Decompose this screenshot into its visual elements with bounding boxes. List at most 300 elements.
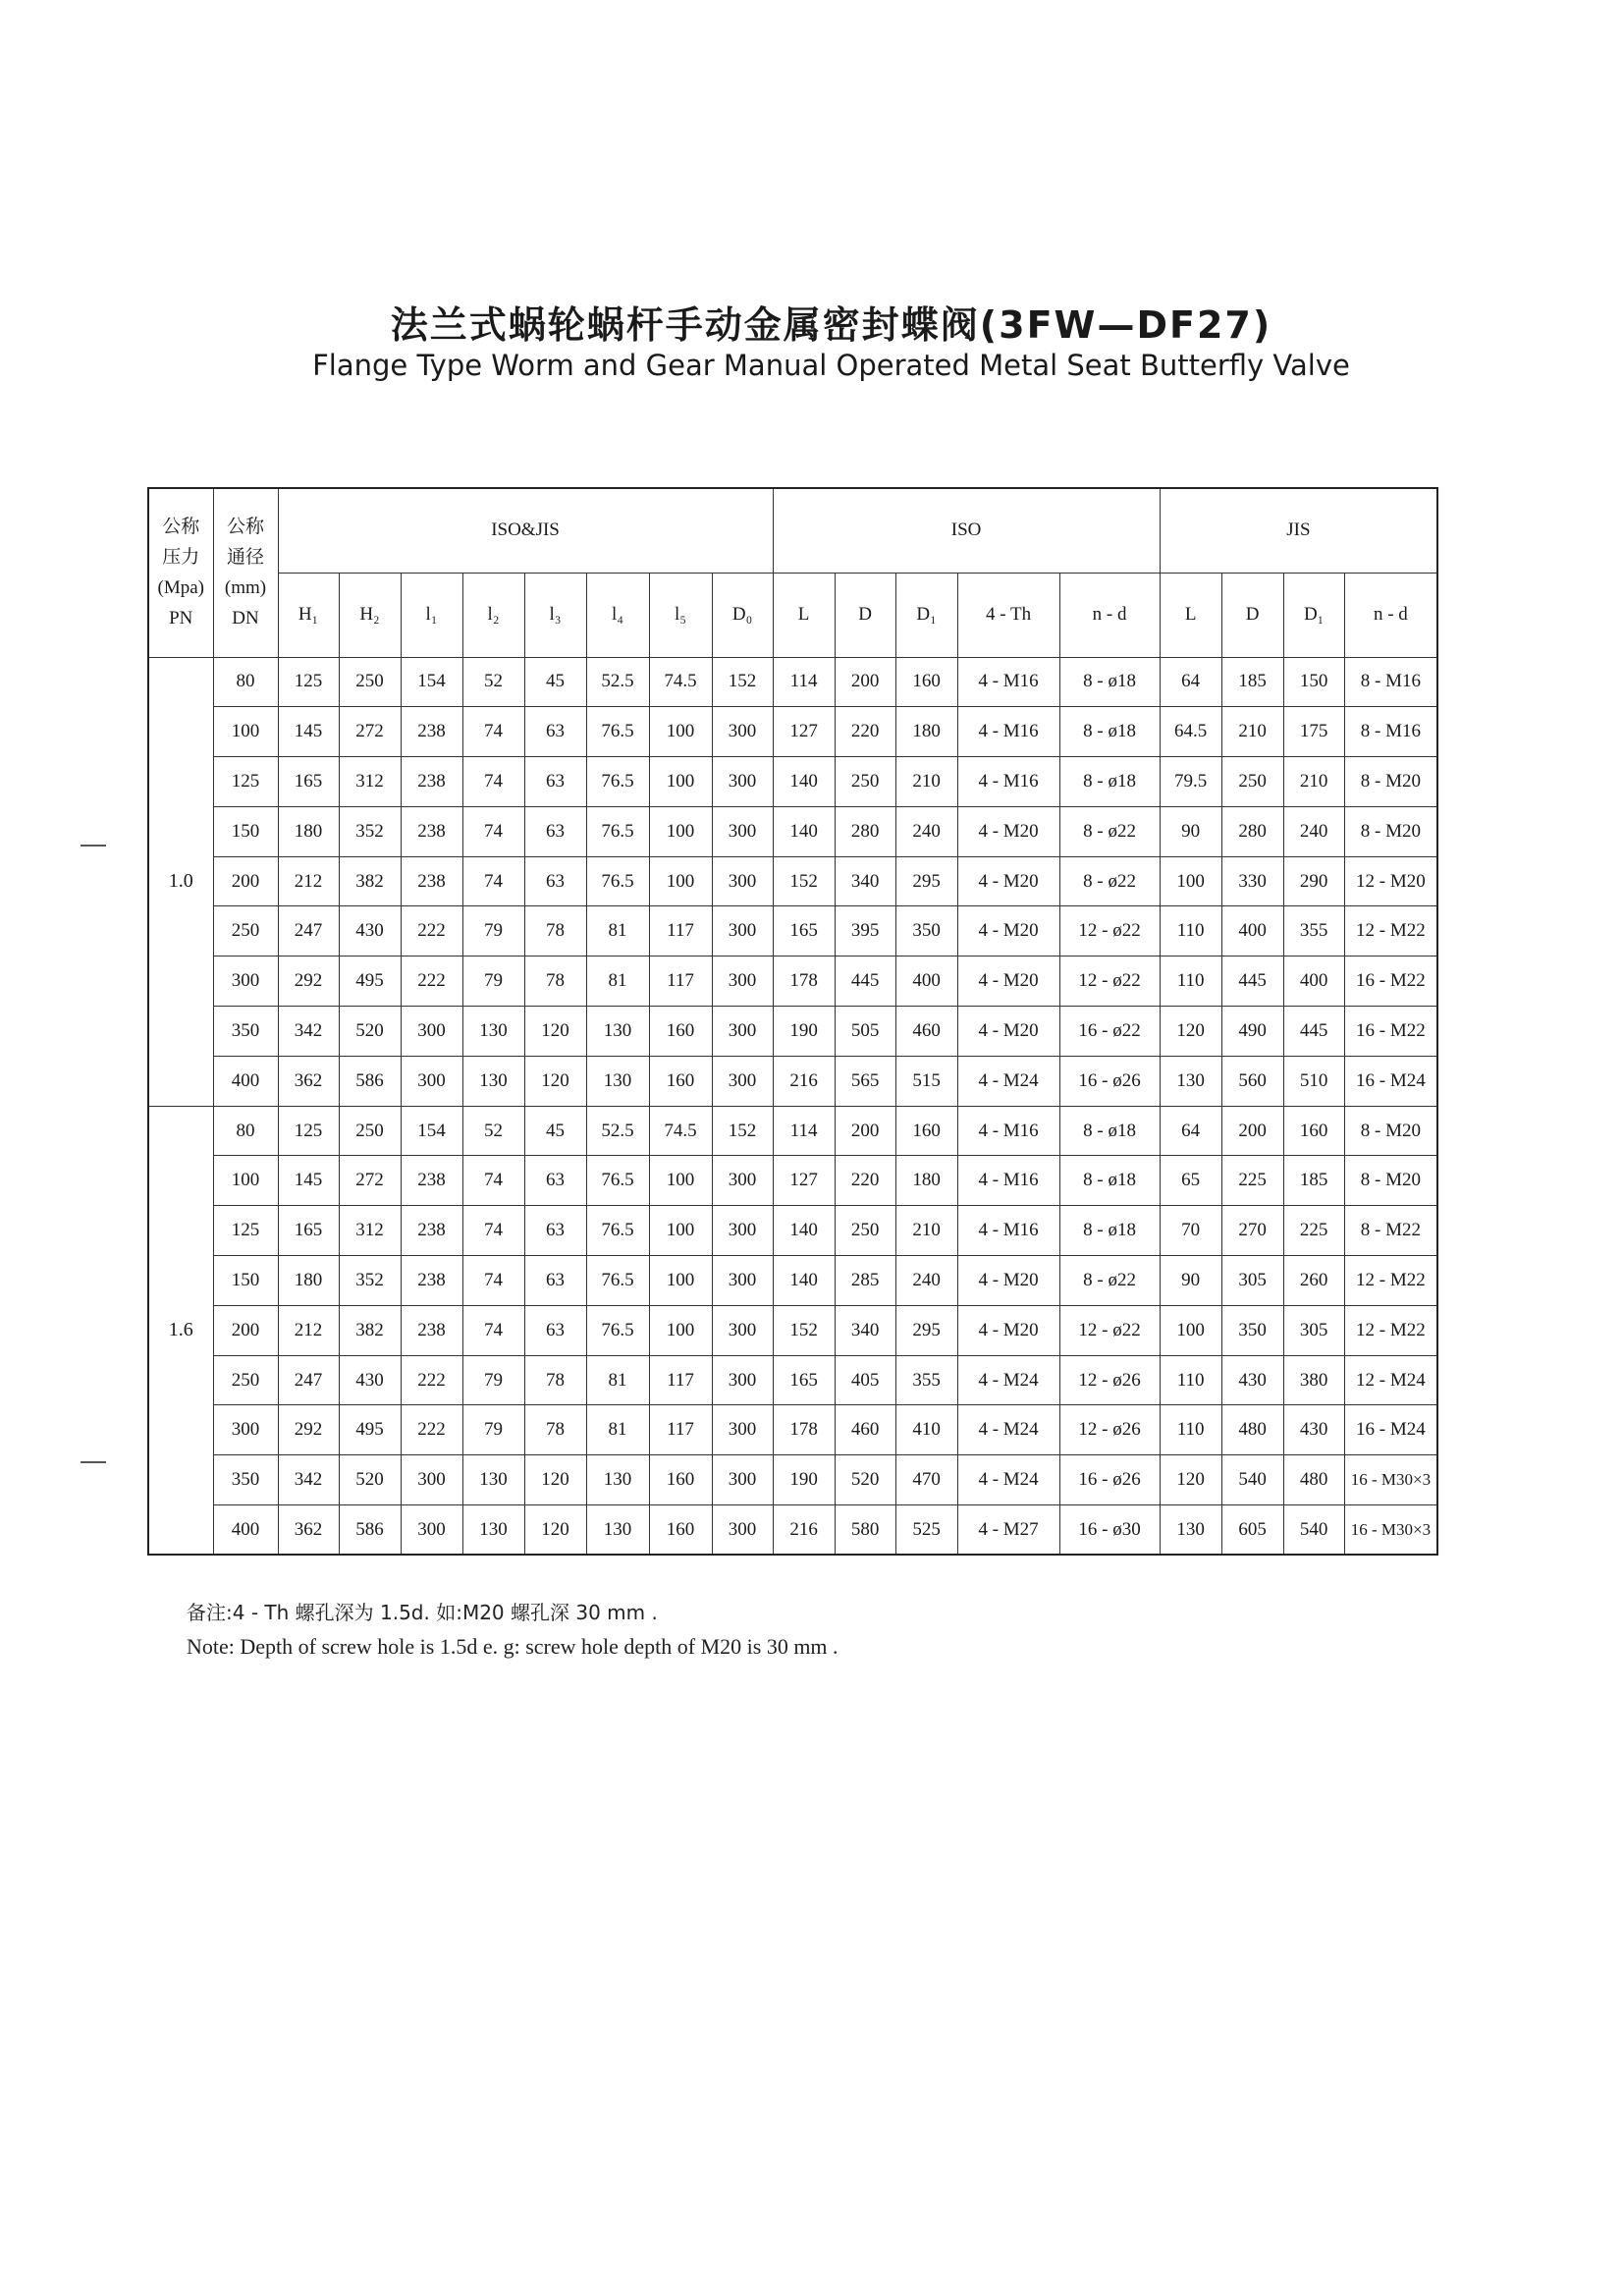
table-cell: 4 - M20 <box>957 856 1059 906</box>
table-cell: 81 <box>586 906 649 957</box>
table-cell: 4 - M20 <box>957 1305 1059 1355</box>
table-cell: 16 - M24 <box>1344 1056 1437 1106</box>
table-cell: 400 <box>1221 906 1283 957</box>
table-cell: 312 <box>339 757 401 807</box>
table-cell: 140 <box>773 1256 835 1306</box>
table-cell: 280 <box>1221 806 1283 856</box>
table-cell: 160 <box>649 1505 712 1556</box>
table-cell: 8 - M16 <box>1344 707 1437 757</box>
dn-header-line: 通径 <box>226 547 264 569</box>
table-cell: 16 - M30×3 <box>1344 1455 1437 1505</box>
table-cell: 130 <box>462 1455 524 1505</box>
dn-value: 350 <box>213 1007 278 1057</box>
column-header: 4 - Th <box>957 573 1059 657</box>
pn-header-line: 压力 <box>162 547 200 569</box>
table-cell: 225 <box>1221 1156 1283 1206</box>
column-header: D <box>835 573 895 657</box>
table-cell: 100 <box>649 1305 712 1355</box>
table-cell: 8 - M16 <box>1344 657 1437 707</box>
table-cell: 540 <box>1221 1455 1283 1505</box>
column-header: l₂ <box>462 573 524 657</box>
table-cell: 300 <box>712 906 773 957</box>
table-cell: 300 <box>712 1056 773 1106</box>
table-row <box>148 1455 1437 1505</box>
table-cell: 90 <box>1160 806 1221 856</box>
table-cell: 250 <box>1221 757 1283 807</box>
table-cell: 300 <box>712 1007 773 1057</box>
table-cell: 154 <box>401 1106 462 1156</box>
table-cell: 4 - M24 <box>957 1405 1059 1455</box>
table-cell: 565 <box>835 1056 895 1106</box>
table-cell: 220 <box>835 707 895 757</box>
table-cell: 16 - ø26 <box>1059 1056 1160 1106</box>
table-cell: 495 <box>339 1405 401 1455</box>
table-row <box>148 1206 1437 1256</box>
table-cell: 140 <box>773 757 835 807</box>
table-cell: 12 - ø26 <box>1059 1405 1160 1455</box>
table-cell: 8 - ø18 <box>1059 1156 1160 1206</box>
table-cell: 63 <box>524 707 586 757</box>
table-cell: 100 <box>649 707 712 757</box>
table-cell: 525 <box>895 1505 957 1556</box>
table-cell: 8 - ø22 <box>1059 856 1160 906</box>
table-cell: 178 <box>773 1405 835 1455</box>
table-cell: 100 <box>649 1256 712 1306</box>
table-cell: 45 <box>524 657 586 707</box>
table-cell: 52 <box>462 1106 524 1156</box>
table-cell: 312 <box>339 1206 401 1256</box>
table-cell: 342 <box>278 1455 339 1505</box>
table-cell: 160 <box>649 1056 712 1106</box>
column-header: D <box>1221 573 1283 657</box>
table-cell: 110 <box>1160 1355 1221 1405</box>
table-cell: 78 <box>524 957 586 1007</box>
table-cell: 140 <box>773 1206 835 1256</box>
table-cell: 445 <box>1221 957 1283 1007</box>
table-cell: 185 <box>1221 657 1283 707</box>
dn-value: 80 <box>213 1106 278 1156</box>
table-cell: 165 <box>773 1355 835 1405</box>
table-cell: 152 <box>773 1305 835 1355</box>
table-cell: 154 <box>401 657 462 707</box>
table-cell: 100 <box>1160 1305 1221 1355</box>
table-cell: 178 <box>773 957 835 1007</box>
table-cell: 380 <box>1283 1355 1344 1405</box>
table-cell: 355 <box>895 1355 957 1405</box>
table-cell: 4 - M20 <box>957 1007 1059 1057</box>
table-cell: 117 <box>649 1405 712 1455</box>
table-cell: 350 <box>1221 1305 1283 1355</box>
table-cell: 180 <box>895 1156 957 1206</box>
table-cell: 63 <box>524 856 586 906</box>
table-cell: 222 <box>401 1355 462 1405</box>
table-cell: 405 <box>835 1355 895 1405</box>
table-cell: 117 <box>649 1355 712 1405</box>
table-cell: 210 <box>1283 757 1344 807</box>
table-cell: 16 - M24 <box>1344 1405 1437 1455</box>
table-cell: 238 <box>401 1206 462 1256</box>
table-cell: 74.5 <box>649 657 712 707</box>
table-cell: 78 <box>524 1405 586 1455</box>
table-cell: 510 <box>1283 1056 1344 1106</box>
table-cell: 330 <box>1221 856 1283 906</box>
pn-value: 1.0 <box>148 657 213 1106</box>
table-cell: 4 - M16 <box>957 1206 1059 1256</box>
table-cell: 4 - M24 <box>957 1056 1059 1106</box>
table-cell: 180 <box>278 806 339 856</box>
table-cell: 150 <box>1283 657 1344 707</box>
table-cell: 76.5 <box>586 1206 649 1256</box>
table-cell: 4 - M16 <box>957 657 1059 707</box>
table-cell: 63 <box>524 806 586 856</box>
table-cell: 8 - ø18 <box>1059 757 1160 807</box>
table-cell: 8 - ø18 <box>1059 707 1160 757</box>
group-header-iso: ISO <box>773 488 1160 573</box>
table-cell: 605 <box>1221 1505 1283 1556</box>
table-row <box>148 1405 1437 1455</box>
table-cell: 340 <box>835 856 895 906</box>
dn-value: 80 <box>213 657 278 707</box>
table-cell: 76.5 <box>586 856 649 906</box>
table-cell: 4 - M24 <box>957 1455 1059 1505</box>
table-cell: 240 <box>1283 806 1344 856</box>
table-cell: 8 - ø18 <box>1059 657 1160 707</box>
table-cell: 81 <box>586 957 649 1007</box>
column-header: L <box>1160 573 1221 657</box>
table-cell: 8 - ø22 <box>1059 1256 1160 1306</box>
table-cell: 240 <box>895 806 957 856</box>
table-cell: 540 <box>1283 1505 1344 1556</box>
column-header: D₁ <box>895 573 957 657</box>
table-cell: 300 <box>712 957 773 1007</box>
dn-value: 100 <box>213 707 278 757</box>
table-cell: 395 <box>835 906 895 957</box>
table-cell: 295 <box>895 1305 957 1355</box>
table-cell: 120 <box>524 1007 586 1057</box>
table-cell: 12 - ø22 <box>1059 1305 1160 1355</box>
table-cell: 515 <box>895 1056 957 1106</box>
table-cell: 52.5 <box>586 1106 649 1156</box>
dn-value: 300 <box>213 1405 278 1455</box>
table-cell: 250 <box>339 657 401 707</box>
table-cell: 480 <box>1283 1455 1344 1505</box>
table-cell: 117 <box>649 957 712 1007</box>
table-cell: 64 <box>1160 1106 1221 1156</box>
table-cell: 120 <box>524 1056 586 1106</box>
table-cell: 145 <box>278 707 339 757</box>
dn-header-line: 公称 <box>226 517 264 538</box>
table-cell: 342 <box>278 1007 339 1057</box>
table-cell: 520 <box>339 1007 401 1057</box>
table-cell: 125 <box>278 1106 339 1156</box>
table-cell: 300 <box>712 1305 773 1355</box>
table-cell: 16 - M22 <box>1344 1007 1437 1057</box>
specification-table <box>147 487 1438 1556</box>
pn-header <box>148 488 213 657</box>
table-cell: 4 - M20 <box>957 957 1059 1007</box>
table-cell: 130 <box>1160 1505 1221 1556</box>
table-cell: 70 <box>1160 1206 1221 1256</box>
table-cell: 4 - M20 <box>957 906 1059 957</box>
table-cell: 280 <box>835 806 895 856</box>
table-row <box>148 1355 1437 1405</box>
table-cell: 4 - M20 <box>957 806 1059 856</box>
table-cell: 200 <box>1221 1106 1283 1156</box>
table-cell: 8 - M20 <box>1344 806 1437 856</box>
table-cell: 12 - M22 <box>1344 1305 1437 1355</box>
table-cell: 152 <box>773 856 835 906</box>
dn-value: 400 <box>213 1056 278 1106</box>
table-cell: 74 <box>462 757 524 807</box>
dn-value: 150 <box>213 1256 278 1306</box>
table-cell: 505 <box>835 1007 895 1057</box>
table-cell: 64 <box>1160 657 1221 707</box>
table-cell: 12 - M24 <box>1344 1355 1437 1405</box>
table-cell: 580 <box>835 1505 895 1556</box>
dn-header-line: (mm) <box>224 577 267 599</box>
table-cell: 470 <box>895 1455 957 1505</box>
table-cell: 165 <box>773 906 835 957</box>
table-cell: 152 <box>712 657 773 707</box>
table-cell: 292 <box>278 957 339 1007</box>
dn-header <box>213 488 278 657</box>
table-cell: 100 <box>649 856 712 906</box>
table-cell: 238 <box>401 1156 462 1206</box>
table-cell: 117 <box>649 906 712 957</box>
table-cell: 76.5 <box>586 1305 649 1355</box>
table-cell: 81 <box>586 1355 649 1405</box>
table-cell: 160 <box>895 657 957 707</box>
table-cell: 240 <box>895 1256 957 1306</box>
column-header: H₁ <box>278 573 339 657</box>
table-cell: 74 <box>462 707 524 757</box>
table-cell: 300 <box>401 1056 462 1106</box>
table-cell: 63 <box>524 1305 586 1355</box>
table-cell: 285 <box>835 1256 895 1306</box>
table-cell: 90 <box>1160 1256 1221 1306</box>
table-cell: 382 <box>339 1305 401 1355</box>
table-cell: 300 <box>712 1256 773 1306</box>
table-cell: 74 <box>462 806 524 856</box>
table-cell: 125 <box>278 657 339 707</box>
table-cell: 74 <box>462 856 524 906</box>
table-cell: 295 <box>895 856 957 906</box>
table-cell: 4 - M16 <box>957 1156 1059 1206</box>
table-cell: 220 <box>835 1156 895 1206</box>
table-cell: 8 - ø18 <box>1059 1106 1160 1156</box>
table-cell: 152 <box>712 1106 773 1156</box>
margin-mark <box>81 845 106 847</box>
table-cell: 210 <box>895 757 957 807</box>
table-cell: 300 <box>401 1007 462 1057</box>
table-cell: 175 <box>1283 707 1344 757</box>
table-cell: 495 <box>339 957 401 1007</box>
table-cell: 222 <box>401 1405 462 1455</box>
table-cell: 300 <box>712 1156 773 1206</box>
table-cell: 222 <box>401 906 462 957</box>
table-cell: 130 <box>462 1007 524 1057</box>
table-cell: 300 <box>401 1505 462 1556</box>
table-cell: 560 <box>1221 1056 1283 1106</box>
table-cell: 8 - M22 <box>1344 1206 1437 1256</box>
table-row <box>148 1305 1437 1355</box>
table-cell: 247 <box>278 1355 339 1405</box>
table-cell: 16 - M22 <box>1344 957 1437 1007</box>
table-cell: 212 <box>278 1305 339 1355</box>
table-cell: 430 <box>1283 1405 1344 1455</box>
dn-value: 125 <box>213 1206 278 1256</box>
table-cell: 76.5 <box>586 757 649 807</box>
table-cell: 352 <box>339 806 401 856</box>
table-cell: 247 <box>278 906 339 957</box>
table-cell: 145 <box>278 1156 339 1206</box>
table-row <box>148 856 1437 906</box>
table-cell: 74 <box>462 1156 524 1206</box>
table-cell: 238 <box>401 1305 462 1355</box>
table-cell: 130 <box>1160 1056 1221 1106</box>
table-cell: 8 - ø18 <box>1059 1206 1160 1256</box>
table-cell: 250 <box>339 1106 401 1156</box>
table-cell: 165 <box>278 1206 339 1256</box>
table-cell: 12 - ø22 <box>1059 906 1160 957</box>
table-cell: 4 - M27 <box>957 1505 1059 1556</box>
page-title-chinese: 法兰式蜗轮蜗杆手动金属密封蝶阀(3FW—DF27) <box>390 303 1272 347</box>
table-cell: 222 <box>401 957 462 1007</box>
table-cell: 76.5 <box>586 1156 649 1206</box>
table-cell: 382 <box>339 856 401 906</box>
table-cell: 114 <box>773 1106 835 1156</box>
dn-value: 150 <box>213 806 278 856</box>
table-row <box>148 1056 1437 1106</box>
page-title-english: Flange Type Worm and Gear Manual Operated Metal Seat Butterfly Valve <box>312 349 1350 382</box>
dn-value: 300 <box>213 957 278 1007</box>
column-header: L <box>773 573 835 657</box>
table-cell: 300 <box>712 806 773 856</box>
table-cell: 305 <box>1283 1305 1344 1355</box>
table-cell: 160 <box>1283 1106 1344 1156</box>
table-cell: 130 <box>462 1056 524 1106</box>
table-cell: 120 <box>524 1505 586 1556</box>
table-cell: 225 <box>1283 1206 1344 1256</box>
dn-value: 125 <box>213 757 278 807</box>
table-cell: 300 <box>712 1505 773 1556</box>
table-cell: 355 <box>1283 906 1344 957</box>
table-cell: 65 <box>1160 1156 1221 1206</box>
table-cell: 490 <box>1221 1007 1283 1057</box>
table-row <box>148 906 1437 957</box>
note-english: Note: Depth of screw hole is 1.5d e. g: screw hole depth of M20 is 30 mm . <box>187 1634 839 1659</box>
table-cell: 300 <box>712 757 773 807</box>
table-cell: 352 <box>339 1256 401 1306</box>
table-cell: 586 <box>339 1056 401 1106</box>
table-cell: 79 <box>462 1405 524 1455</box>
table-cell: 272 <box>339 707 401 757</box>
table-cell: 4 - M20 <box>957 1256 1059 1306</box>
table-cell: 160 <box>649 1007 712 1057</box>
dn-value: 400 <box>213 1505 278 1556</box>
table-cell: 120 <box>524 1455 586 1505</box>
table-cell: 63 <box>524 1156 586 1206</box>
pn-header-line: 公称 <box>162 517 200 538</box>
table-cell: 430 <box>339 1355 401 1405</box>
table-cell: 74 <box>462 1206 524 1256</box>
table-cell: 238 <box>401 856 462 906</box>
column-header: n - d <box>1059 573 1160 657</box>
dn-value: 200 <box>213 1305 278 1355</box>
table-cell: 400 <box>895 957 957 1007</box>
table-cell: 100 <box>649 1206 712 1256</box>
table-cell: 190 <box>773 1455 835 1505</box>
table-row <box>148 1106 1437 1156</box>
dn-value: 350 <box>213 1455 278 1505</box>
table-cell: 110 <box>1160 957 1221 1007</box>
table-cell: 63 <box>524 1256 586 1306</box>
table-cell: 445 <box>835 957 895 1007</box>
table-cell: 79 <box>462 906 524 957</box>
table-cell: 16 - M30×3 <box>1344 1505 1437 1556</box>
group-header-iso-jis: ISO&JIS <box>278 488 773 573</box>
table-cell: 63 <box>524 1206 586 1256</box>
table-cell: 216 <box>773 1505 835 1556</box>
table-cell: 16 - ø26 <box>1059 1455 1160 1505</box>
table-cell: 300 <box>712 1206 773 1256</box>
table-cell: 63 <box>524 757 586 807</box>
table-cell: 460 <box>835 1405 895 1455</box>
column-header: l₄ <box>586 573 649 657</box>
table-cell: 200 <box>835 1106 895 1156</box>
dn-value: 250 <box>213 906 278 957</box>
table-cell: 8 - ø22 <box>1059 806 1160 856</box>
table-cell: 362 <box>278 1505 339 1556</box>
table-cell: 12 - M22 <box>1344 1256 1437 1306</box>
table-cell: 300 <box>712 1455 773 1505</box>
table-row <box>148 1256 1437 1306</box>
table-cell: 4 - M16 <box>957 757 1059 807</box>
table-cell: 130 <box>586 1056 649 1106</box>
table-cell: 100 <box>649 1156 712 1206</box>
table-cell: 12 - ø22 <box>1059 957 1160 1007</box>
table-cell: 212 <box>278 856 339 906</box>
table-cell: 350 <box>895 906 957 957</box>
group-header-jis: JIS <box>1160 488 1437 573</box>
table-cell: 238 <box>401 757 462 807</box>
table-cell: 114 <box>773 657 835 707</box>
table-cell: 110 <box>1160 1405 1221 1455</box>
table-cell: 4 - M24 <box>957 1355 1059 1405</box>
table-cell: 130 <box>586 1505 649 1556</box>
table-cell: 200 <box>835 657 895 707</box>
table-row <box>148 707 1437 757</box>
table-cell: 190 <box>773 1007 835 1057</box>
table-cell: 100 <box>649 757 712 807</box>
table-cell: 210 <box>895 1206 957 1256</box>
table-cell: 100 <box>649 806 712 856</box>
column-header: D₁ <box>1283 573 1344 657</box>
table-cell: 300 <box>712 1355 773 1405</box>
table-cell: 100 <box>1160 856 1221 906</box>
table-cell: 160 <box>895 1106 957 1156</box>
column-header: D₀ <box>712 573 773 657</box>
table-cell: 165 <box>278 757 339 807</box>
table-cell: 300 <box>712 1405 773 1455</box>
table-cell: 340 <box>835 1305 895 1355</box>
table-cell: 160 <box>649 1455 712 1505</box>
table-cell: 460 <box>895 1007 957 1057</box>
table-row <box>148 806 1437 856</box>
column-header: l₁ <box>401 573 462 657</box>
table-cell: 180 <box>278 1256 339 1306</box>
dn-header-line: DN <box>232 608 259 629</box>
